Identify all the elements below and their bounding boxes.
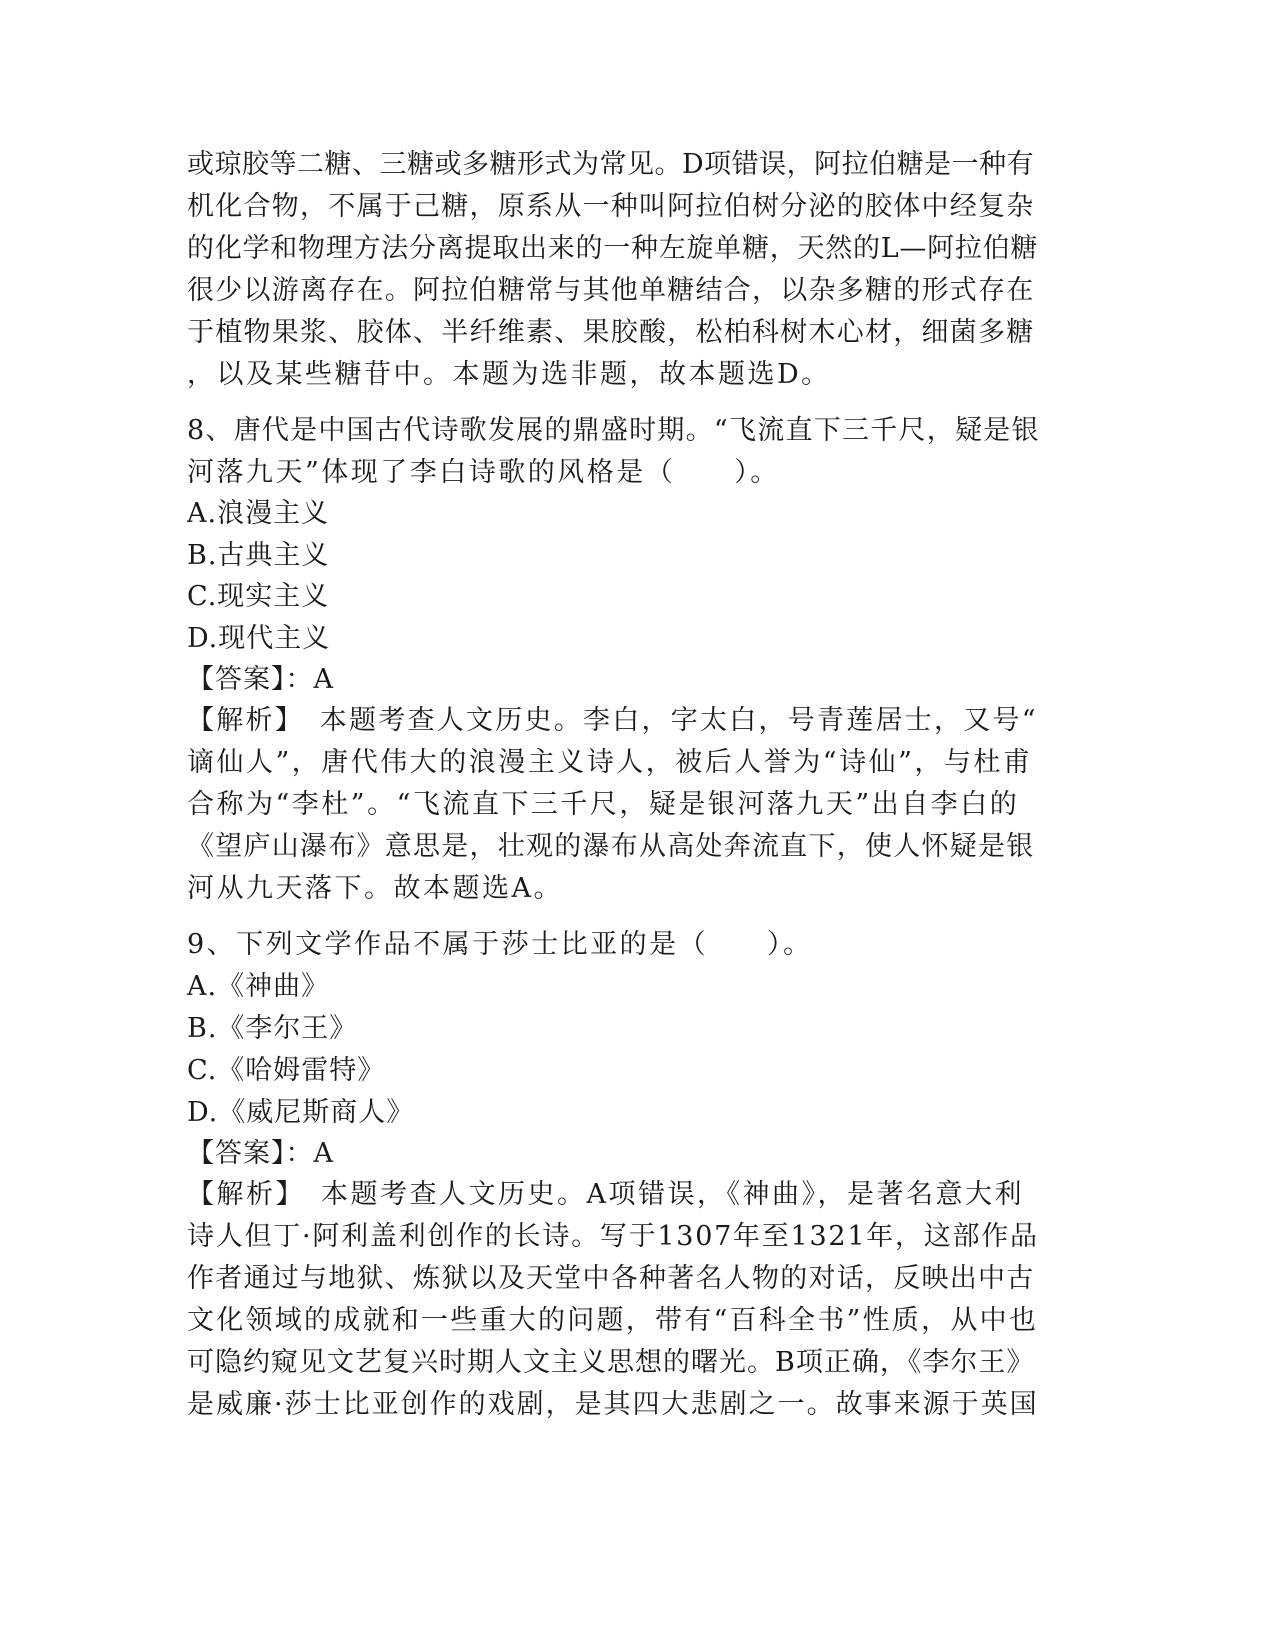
option-b: B.《李尔王》 — [187, 1013, 358, 1044]
question-stem: 8、唐代是中国古代诗歌发展的鼎盛时期。“飞流直下三千尺，疑是银 — [187, 415, 1040, 446]
explanation-line: 合称为“李杜”。“飞流直下三千尺，疑是银河落九天”出自李白的 — [187, 789, 1020, 820]
question-stem: 9、下列文学作品不属于莎士比亚的是（ ）。 — [187, 929, 813, 960]
answer: 【答案】：A — [187, 1138, 334, 1169]
option-a: A.浪漫主义 — [187, 498, 330, 529]
explanation-line: 可隐约窥见文艺复兴时期人文主义思想的曙光。B项正确，《李尔王》 — [187, 1347, 1035, 1378]
answer: 【答案】：A — [187, 664, 334, 695]
text-line: 的化学和物理方法分离提取出来的一种左旋单糖，天然的L—阿拉伯糖 — [187, 233, 1039, 264]
option-b: B.古典主义 — [187, 540, 330, 571]
explanation-line: 谪仙人”，唐代伟大的浪漫主义诗人，被后人誉为“诗仙”，与杜甫 — [187, 747, 1033, 778]
question-stem: 河落九天”体现了李白诗歌的风格是（ ）。 — [187, 457, 780, 488]
explanation-line: 文化领域的成就和一些重大的问题，带有“百科全书”性质，从中也 — [187, 1305, 1039, 1336]
explanation-line: 【解析】 本题考查人文历史。A项错误，《神曲》，是著名意大利 — [187, 1179, 1024, 1210]
explanation-line: 是威廉·莎士比亚创作的戏剧，是其四大悲剧之一。故事来源于英国 — [187, 1389, 1039, 1420]
explanation-line: 河从九天落下。故本题选A。 — [187, 873, 563, 904]
option-c: C.现实主义 — [187, 581, 330, 612]
text-line: 机化合物，不属于己糖，原系从一种叫阿拉伯树分泌的胶体中经复杂 — [187, 191, 1035, 222]
option-d: D.《威尼斯商人》 — [187, 1097, 415, 1128]
text-line: 于植物果浆、胶体、半纤维素、果胶酸，松柏科树木心材，细菌多糖 — [187, 317, 1035, 348]
explanation-line: 诗人但丁·阿利盖利创作的长诗。写于1307年至1321年，这部作品 — [187, 1221, 1039, 1252]
text-line: 或琼胶等二糖、三糖或多糖形式为常见。D项错误，阿拉伯糖是一种有 — [187, 149, 1035, 180]
text-line: ，以及某些糖苷中。本题为选非题，故本题选D。 — [187, 359, 831, 390]
option-d: D.现代主义 — [187, 623, 331, 654]
option-c: C.《哈姆雷特》 — [187, 1055, 386, 1086]
explanation-line: 《望庐山瀑布》意思是，壮观的瀑布从高处奔流直下，使人怀疑是银 — [187, 831, 1035, 862]
option-a: A.《神曲》 — [187, 971, 330, 1002]
explanation-line: 【解析】 本题考查人文历史。李白，字太白，号青莲居士，又号“ — [187, 705, 1038, 736]
explanation-line: 作者通过与地狱、炼狱以及天堂中各种著名人物的对话，反映出中古 — [187, 1263, 1035, 1294]
text-line: 很少以游离存在。阿拉伯糖常与其他单糖结合，以杂多糖的形式存在 — [187, 275, 1035, 306]
